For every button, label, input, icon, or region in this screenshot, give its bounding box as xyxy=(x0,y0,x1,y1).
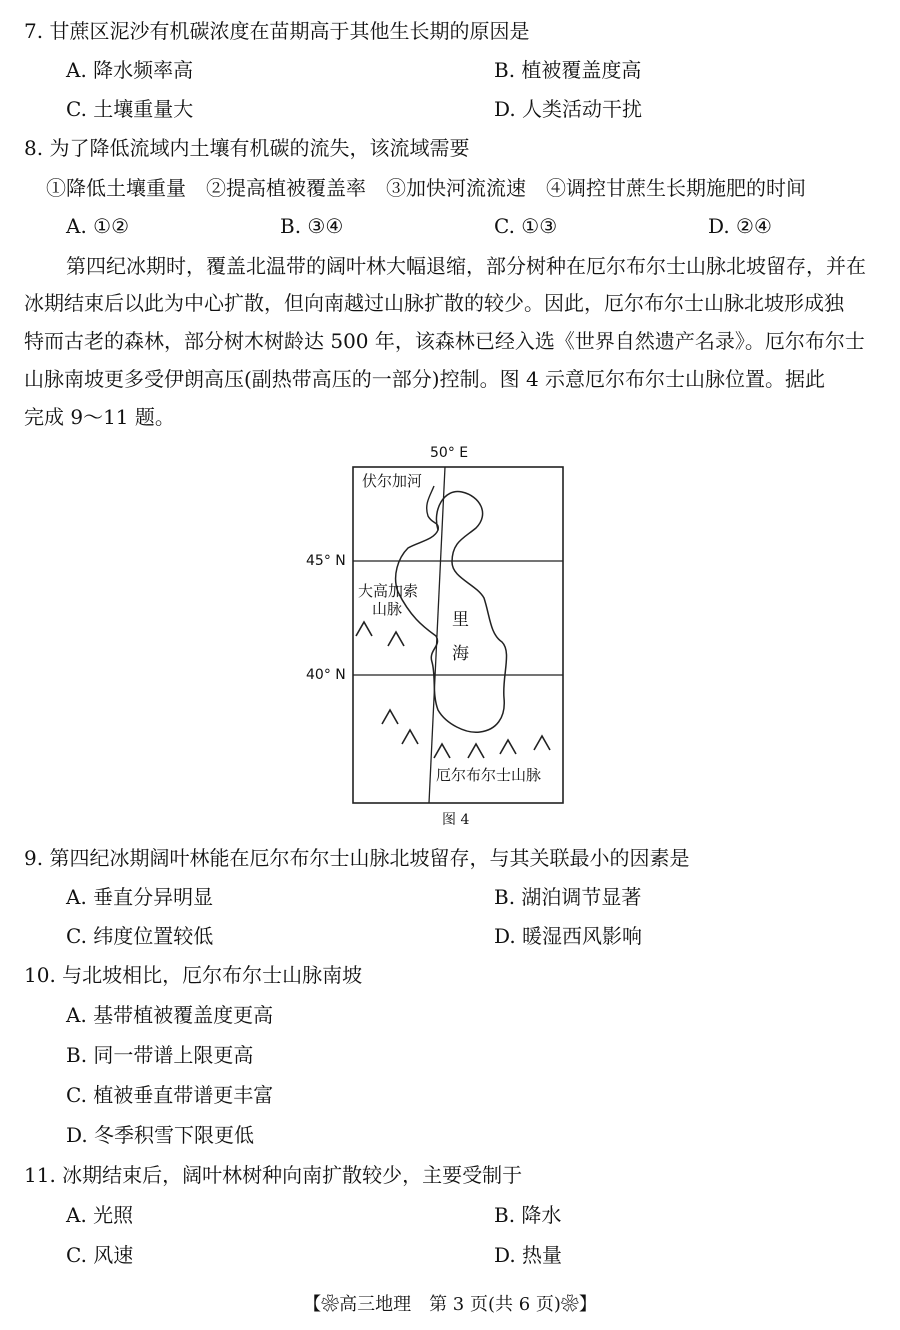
q8-option-a: A. ①② xyxy=(66,214,130,238)
q8-option-c: C. ①③ xyxy=(494,214,558,238)
q8-option-d: D. ②④ xyxy=(708,214,772,238)
q8-stem: 8. 为了降低流域内土壤有机碳的流失，该流域需要 xyxy=(24,136,470,160)
map-svg xyxy=(352,466,564,804)
greater-caucasus-label-line1: 大高加索 xyxy=(358,582,419,600)
elburz-mountains-label: 厄尔布尔士山脉 xyxy=(436,766,542,784)
q11-option-a: A. 光照 xyxy=(66,1203,134,1227)
map-frame xyxy=(353,467,563,803)
passage-line-3: 特而古老的森林，部分树木树龄达 500 年，该森林已经入选《世界自然遗产名录》。厄尔布尔士 xyxy=(24,329,865,353)
q11-option-c: C. 风速 xyxy=(66,1243,134,1267)
q11-option-d: D. 热量 xyxy=(494,1243,563,1267)
q7-option-b: B. 植被覆盖度高 xyxy=(494,58,642,82)
q10-option-d: D. 冬季积雪下限更低 xyxy=(66,1123,255,1147)
q10-stem: 10. 与北坡相比，厄尔布尔士山脉南坡 xyxy=(24,963,363,987)
q7-option-d: D. 人类活动干扰 xyxy=(494,97,643,121)
page-footer: 【❀高三地理 第 3 页(共 6 页)❀】 xyxy=(303,1294,597,1315)
map-figure xyxy=(352,466,564,804)
q10-option-a: A. 基带植被覆盖度更高 xyxy=(66,1003,274,1027)
q9-option-d: D. 暖湿西风影响 xyxy=(494,924,643,948)
caspian-sea-label-line2: 海 xyxy=(452,644,469,664)
q8-items: ①降低土壤重量 ②提高植被覆盖率 ③加快河流流速 ④调控甘蔗生长期施肥的时间 xyxy=(46,176,806,200)
map-lat40-label: 40° N xyxy=(306,667,346,683)
q7-option-a: A. 降水频率高 xyxy=(66,58,194,82)
passage-line-1: 第四纪冰期时，覆盖北温带的阔叶林大幅退缩，部分树种在厄尔布尔士山脉北坡留存，并在 xyxy=(66,254,866,278)
caspian-sea-label-line1: 里 xyxy=(452,610,469,630)
q9-option-a: A. 垂直分异明显 xyxy=(66,885,214,909)
q11-stem: 11. 冰期结束后，阔叶林树种向南扩散较少，主要受制于 xyxy=(24,1163,523,1187)
volga-river-label: 伏尔加河 xyxy=(362,472,423,490)
map-lat45-label: 45° N xyxy=(306,553,346,569)
q9-stem: 9. 第四纪冰期阔叶林能在厄尔布尔士山脉北坡留存，与其关联最小的因素是 xyxy=(24,846,690,870)
q9-option-c: C. 纬度位置较低 xyxy=(66,924,214,948)
greater-caucasus-label-line2: 山脉 xyxy=(372,600,403,618)
q7-option-c: C. 土壤重量大 xyxy=(66,97,194,121)
q10-option-c: C. 植被垂直带谱更丰富 xyxy=(66,1083,274,1107)
q11-option-b: B. 降水 xyxy=(494,1203,562,1227)
q8-option-b: B. ③④ xyxy=(280,214,344,238)
q7-stem: 7. 甘蔗区泥沙有机碳浓度在苗期高于其他生长期的原因是 xyxy=(24,19,530,43)
passage-line-4: 山脉南坡更多受伊朗高压(副热带高压的一部分)控制。图 4 示意厄尔布尔士山脉位置。据此 xyxy=(24,367,826,391)
figure-caption: 图 4 xyxy=(442,812,470,828)
q10-option-b: B. 同一带谱上限更高 xyxy=(66,1043,254,1067)
passage-line-2: 冰期结束后以此为中心扩散，但向南越过山脉扩散的较少。因此，厄尔布尔士山脉北坡形成独 xyxy=(24,291,844,315)
q9-option-b: B. 湖泊调节显著 xyxy=(494,885,642,909)
map-longitude-label: 50° E xyxy=(430,445,469,461)
passage-line-5: 完成 9～11 题。 xyxy=(24,405,175,429)
